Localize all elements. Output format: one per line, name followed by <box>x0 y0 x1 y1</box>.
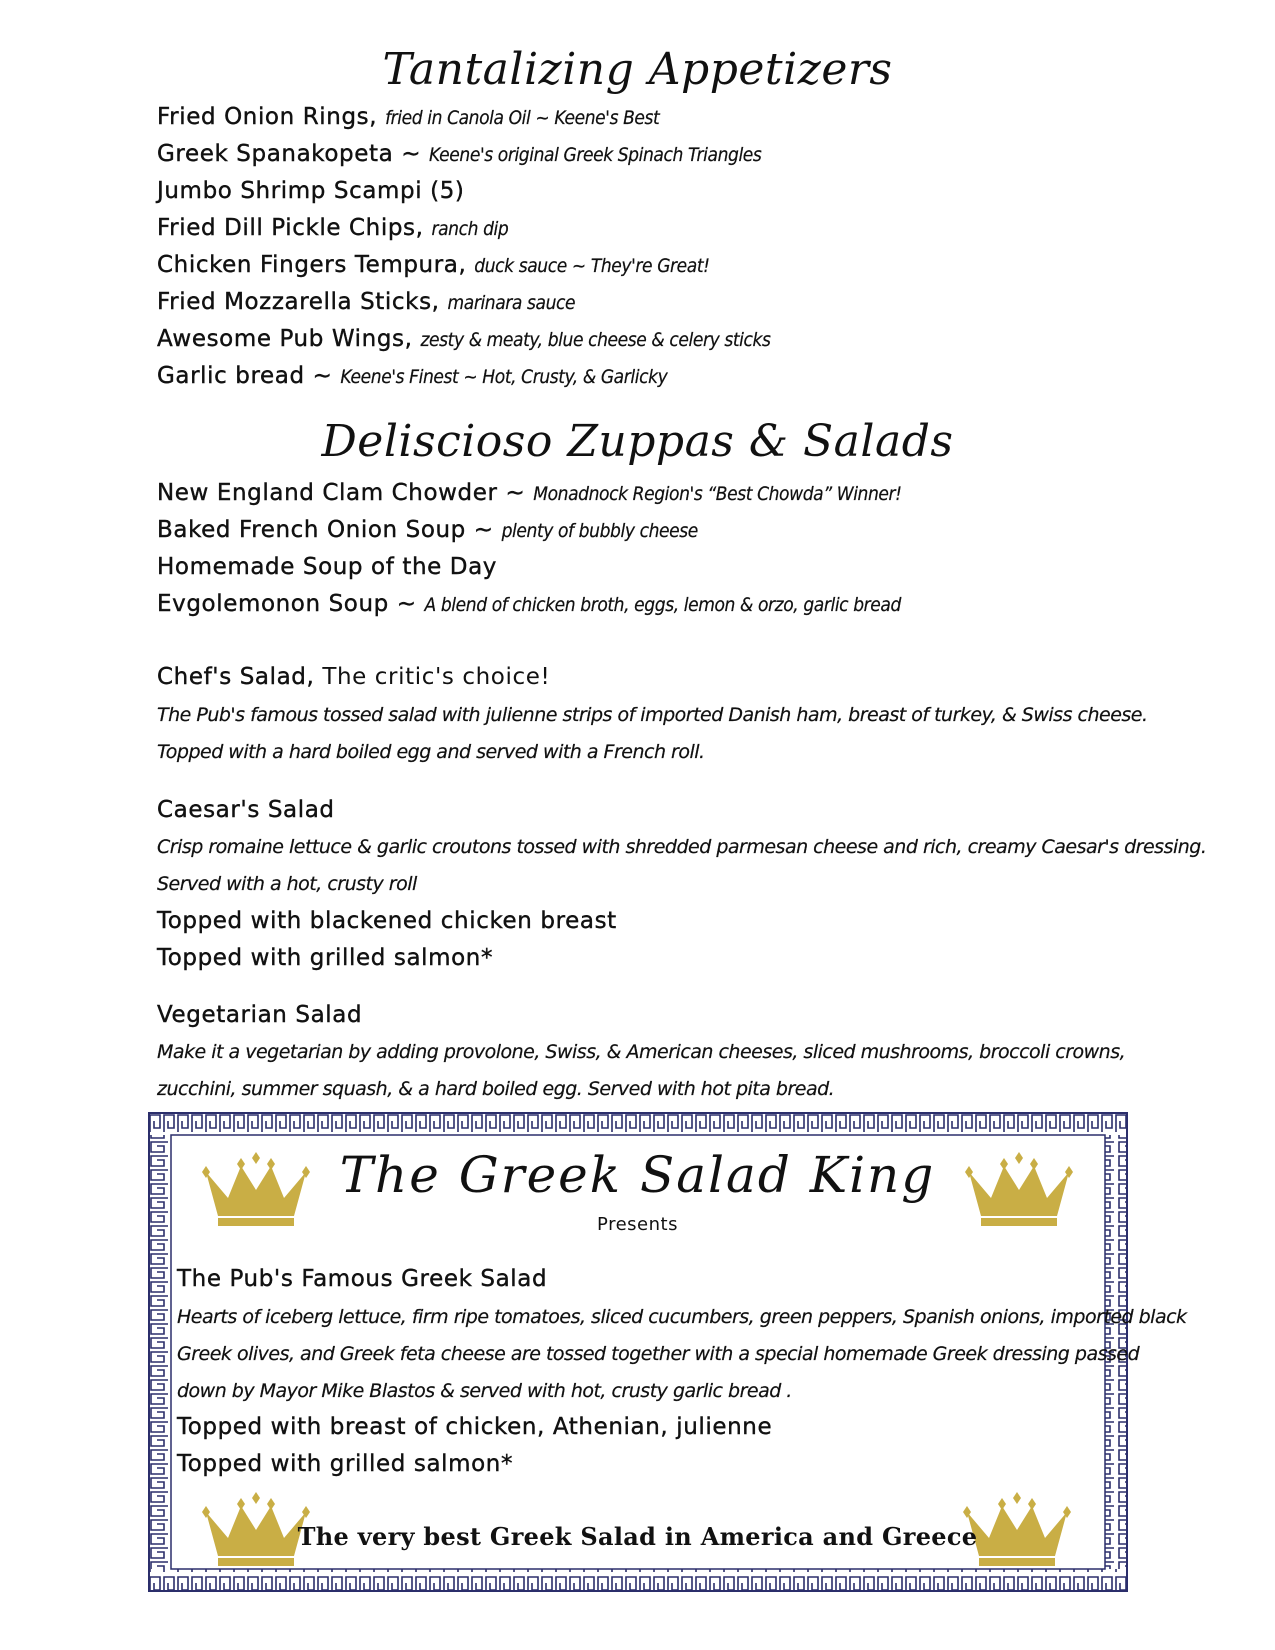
item-desc: ranch dip <box>431 218 509 240</box>
tagline: The very best Greek Salad in America and Greece <box>297 1522 978 1551</box>
menu-option <box>157 945 493 971</box>
item-desc: The Pub's famous tossed salad with julienne strips of imported Danish ham, breast of turkey, & Swiss cheese. <box>157 704 1148 726</box>
item-name: Awesome Pub Wings, <box>157 326 413 352</box>
menu-item <box>157 517 698 543</box>
greek-salad-title <box>177 1266 547 1292</box>
menu-item <box>157 215 508 241</box>
option-label: Topped with grilled salmon* <box>157 945 494 971</box>
item-desc: Topped with a hard boiled egg and served with a French roll. <box>157 741 705 763</box>
item-name: Jumbo Shrimp Scampi (5) <box>157 178 465 204</box>
chefs-salad-title <box>157 664 550 690</box>
item-name: Chicken Fingers Tempura, <box>157 252 467 278</box>
menu-item <box>157 289 575 315</box>
item-desc: down by Mayor Mike Blastos & served with hot, crusty garlic bread . <box>177 1380 792 1402</box>
menu-item <box>157 591 901 617</box>
menu-option <box>177 1414 772 1440</box>
item-subtitle: The critic's choice! <box>322 664 551 690</box>
item-desc: Monadnock Region's “Best Chowda” Winner! <box>533 483 902 505</box>
item-desc: Greek olives, and Greek feta cheese are tossed together with a special homemade Greek dressing passed <box>177 1343 1140 1365</box>
item-desc: marinara sauce <box>447 292 576 314</box>
menu-item <box>157 178 465 204</box>
menu-item <box>157 104 659 130</box>
item-name: Vegetarian Salad <box>157 1002 363 1028</box>
menu-item <box>157 363 667 389</box>
item-desc: Crisp romaine lettuce & garlic croutons tossed with shredded parmesan cheese and rich, creamy Caesar's dressing. <box>157 836 1207 858</box>
menu-item <box>157 326 771 352</box>
item-name: Greek Spanakopeta ~ <box>157 141 422 167</box>
item-desc: duck sauce ~ They're Great! <box>474 255 710 277</box>
item-name: The Pub's Famous Greek Salad <box>177 1266 548 1292</box>
item-name: Chef's Salad, <box>157 664 315 690</box>
item-desc: plenty of bubbly cheese <box>501 520 698 542</box>
presents-label: Presents <box>597 1214 678 1235</box>
item-name: Baked French Onion Soup ~ <box>157 517 494 543</box>
caesars-salad-title <box>157 797 335 823</box>
menu-item <box>157 554 497 580</box>
item-desc: fried in Canola Oil ~ Keene's Best <box>385 107 660 129</box>
option-label: Topped with blackened chicken breast <box>157 908 617 934</box>
menu-item <box>157 141 761 167</box>
item-desc: A blend of chicken broth, eggs, lemon & orzo, garlic bread <box>424 594 901 616</box>
item-desc: Keene's Finest ~ Hot, Crusty, & Garlicky <box>340 366 668 388</box>
menu-item <box>157 252 710 278</box>
item-desc: Hearts of iceberg lettuce, firm ripe tomatoes, sliced cucumbers, green peppers, Spanish onions, imported black <box>177 1306 1187 1328</box>
greek-salad-king-title: The Greek Salad King <box>339 1146 936 1204</box>
item-desc: zucchini, summer squash, & a hard boiled egg. Served with hot pita bread. <box>157 1078 835 1100</box>
menu-option <box>157 908 617 934</box>
item-name: Fried Dill Pickle Chips, <box>157 215 424 241</box>
appetizers-heading: Tantalizing Appetizers <box>382 44 893 95</box>
item-name: Garlic bread ~ <box>157 363 333 389</box>
item-desc: Keene's original Greek Spinach Triangles <box>429 144 762 166</box>
zuppas-heading: Deliscioso Zuppas & Salads <box>321 416 954 467</box>
option-label: Topped with breast of chicken, Athenian, julienne <box>177 1414 773 1440</box>
item-desc: Served with a hot, crusty roll <box>157 873 417 895</box>
item-name: Fried Onion Rings, <box>157 104 378 130</box>
menu-item <box>157 480 902 506</box>
item-desc: zesty & meaty, blue cheese & celery sticks <box>420 329 771 351</box>
item-name: Evgolemonon Soup ~ <box>157 591 417 617</box>
item-desc: Make it a vegetarian by adding provolone, Swiss, & American cheeses, sliced mushrooms, broccoli crowns, <box>157 1041 1126 1063</box>
item-name: Homemade Soup of the Day <box>157 554 497 580</box>
menu-option <box>177 1451 513 1477</box>
item-name: Caesar's Salad <box>157 797 335 823</box>
item-name: New England Clam Chowder ~ <box>157 480 526 506</box>
item-name: Fried Mozzarella Sticks, <box>157 289 440 315</box>
vegetarian-salad-title <box>157 1002 362 1028</box>
option-label: Topped with grilled salmon* <box>177 1451 514 1477</box>
